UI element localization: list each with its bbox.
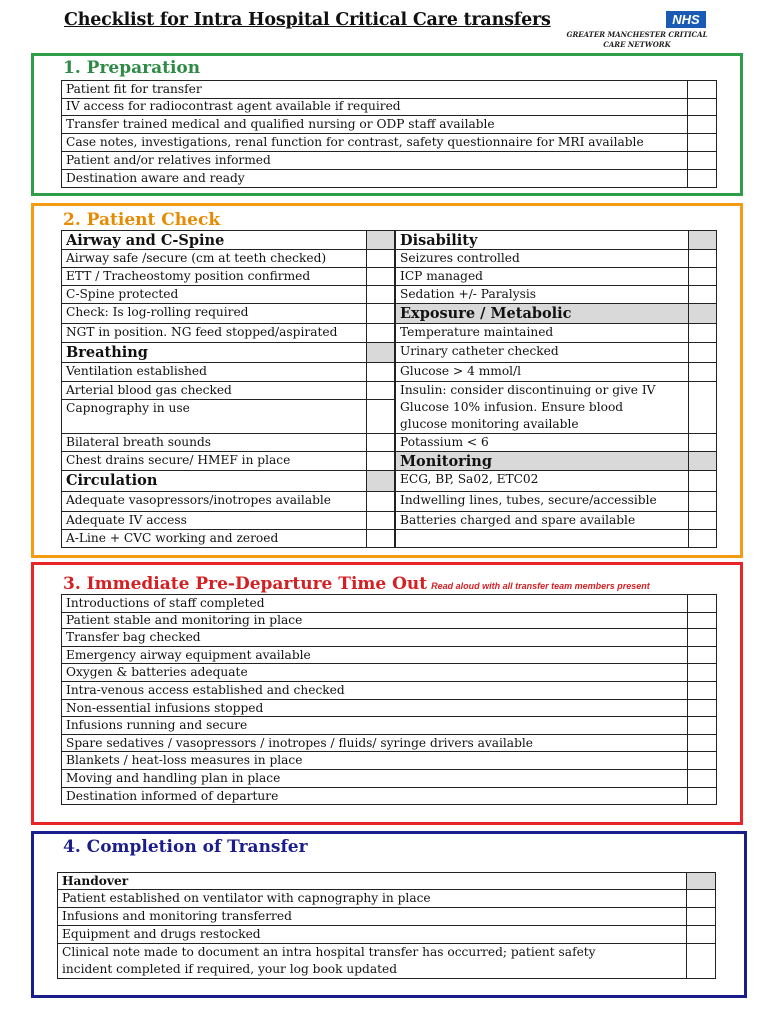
checkbox[interactable] (687, 116, 716, 133)
checklist-item-label: Moving and handling plan in place (66, 771, 281, 785)
checkbox[interactable] (687, 612, 716, 629)
checklist-item-label: Patient fit for transfer (66, 82, 202, 96)
checklist-item-insulin: Insulin: consider discontinuing or give IV Glucose 10% infusion. Ensure blood glucose monitoring available (395, 382, 717, 434)
checkbox[interactable] (687, 647, 716, 664)
checklist-item (61, 629, 717, 647)
checklist-item (61, 752, 717, 770)
section-timeout (31, 562, 743, 825)
checkbox[interactable] (366, 512, 394, 529)
checklist-item: Adequate vasopressors/inotropes available (61, 492, 395, 512)
checklist-item: Equipment and drugs restocked (57, 926, 716, 944)
checklist-item: C-Spine protected (61, 286, 395, 304)
checklist-item (61, 647, 717, 665)
checklist-item (61, 80, 717, 99)
checkbox[interactable] (366, 382, 394, 399)
checkbox[interactable] (687, 735, 716, 752)
checklist-item: Batteries charged and spare available (395, 512, 717, 530)
checkbox[interactable] (366, 268, 394, 285)
checkbox[interactable] (366, 400, 394, 433)
checkbox[interactable] (687, 134, 716, 151)
checklist-item-label: Transfer bag checked (66, 630, 201, 645)
checklist-item: Patient established on ventilator with capnography in place (57, 890, 716, 908)
nhs-logo: NHS (666, 11, 706, 28)
checklist-item (61, 134, 717, 152)
checkbox[interactable] (687, 81, 716, 98)
checklist-item: Capnography in use (61, 400, 395, 434)
checklist-item: Urinary catheter checked (395, 343, 717, 363)
section-title-row (63, 574, 650, 594)
checklist-item: Temperature maintained (395, 324, 717, 343)
checklist-item-label: Spare sedatives / vasopressors / inotropes / fluids/ syringe drivers available (66, 735, 533, 750)
checklist-item: Ventilation established (61, 363, 395, 382)
checklist-item-label: Patient stable and monitoring in place (66, 612, 303, 627)
checklist-item: Airway safe /secure (cm at teeth checked) (61, 250, 395, 268)
checklist-item: NGT in position. NG feed stopped/aspirated (61, 324, 395, 343)
checklist-item (61, 594, 717, 613)
section-title: 1. Preparation (63, 58, 201, 78)
checklist-item: ICP managed (395, 268, 717, 286)
checklist-item (61, 788, 717, 806)
checkbox[interactable] (688, 324, 716, 342)
checkbox[interactable] (366, 363, 394, 381)
checklist-item: Bilateral breath sounds (61, 434, 395, 452)
checklist-item-label: Blankets / heat-loss measures in place (66, 753, 303, 768)
network-name-line2: CARE NETWORK (603, 40, 671, 49)
page-title: Checklist for Intra Hospital Critical Care transfers (64, 10, 551, 30)
checkbox[interactable] (688, 363, 716, 381)
empty-row (395, 530, 717, 548)
checklist-item: Sedation +/- Paralysis (395, 286, 717, 304)
checkbox[interactable] (687, 152, 716, 169)
checkbox[interactable] (366, 324, 394, 342)
exposure-heading: Exposure / Metabolic (395, 304, 717, 324)
checklist-item: Infusions and monitoring transferred (57, 908, 716, 926)
checkbox[interactable] (687, 770, 716, 787)
checkbox[interactable] (366, 286, 394, 303)
checkbox[interactable] (686, 926, 715, 943)
checklist-item-label: Intra-venous access established and checked (66, 683, 345, 697)
checkbox[interactable] (366, 250, 394, 267)
checkbox[interactable] (366, 492, 394, 511)
checklist-item-label: Oxygen & batteries adequate (66, 665, 248, 680)
checklist-item (61, 152, 717, 170)
checklist-item (61, 98, 717, 116)
checkbox[interactable] (688, 250, 716, 267)
checkbox[interactable] (687, 700, 716, 717)
checklist-item (61, 700, 717, 718)
checklist-item (61, 116, 717, 134)
checkbox[interactable] (688, 471, 716, 491)
handover-heading: Handover (57, 872, 716, 890)
checklist-item: ECG, BP, Sa02, ETC02 (395, 471, 717, 492)
checkbox[interactable] (688, 492, 716, 511)
checkbox[interactable] (366, 452, 394, 470)
checklist-item-clinical-note: Clinical note made to document an intra hospital transfer has occurred; patient safety incident completed if required, your log book updated (57, 944, 716, 979)
checklist-item: Glucose > 4 mmol/l (395, 363, 717, 382)
network-name-line1: GREATER MANCHESTER CRITICAL (566, 30, 708, 39)
checkbox[interactable] (687, 98, 716, 115)
checklist-item-label: Non-essential infusions stopped (66, 700, 264, 715)
checklist-item-label: Destination informed of departure (66, 788, 279, 803)
checklist-item-label: Case notes, investigations, renal function for contrast, safety questionnaire for MRI available (66, 135, 644, 149)
checkbox[interactable] (688, 382, 716, 433)
checkbox[interactable] (687, 170, 716, 187)
checkbox[interactable] (686, 908, 715, 925)
checkbox[interactable] (687, 595, 716, 612)
checklist-item: Chest drains secure/ HMEF in place (61, 452, 395, 471)
checkbox[interactable] (688, 268, 716, 285)
checklist-item: Indwelling lines, tubes, secure/accessible (395, 492, 717, 512)
checkbox[interactable] (687, 664, 716, 681)
section-completion (31, 831, 747, 998)
checklist-item (61, 682, 717, 700)
checkbox[interactable] (366, 304, 394, 323)
checkbox[interactable] (687, 788, 716, 805)
checkbox[interactable] (688, 512, 716, 529)
checkbox[interactable] (686, 890, 715, 907)
circulation-heading: Circulation (61, 471, 395, 492)
checkbox[interactable] (687, 629, 716, 646)
checklist-item: ETT / Tracheostomy position confirmed (61, 268, 395, 286)
checkbox[interactable] (686, 944, 715, 978)
checklist-item-label: Destination aware and ready (66, 171, 245, 185)
airway-heading: Airway and C-Spine (61, 230, 395, 250)
checklist-item: Adequate IV access (61, 512, 395, 530)
section-preparation (31, 53, 743, 196)
checklist-item: Potassium < 6 (395, 434, 717, 452)
checklist-item (61, 717, 717, 735)
checklist-item: Check: Is log-rolling required (61, 304, 395, 324)
checklist-item: A-Line + CVC working and zeroed (61, 530, 395, 548)
section-title: 3. Immediate Pre-Departure Time Out (63, 574, 428, 594)
checkbox[interactable] (687, 682, 716, 699)
checklist-item (61, 735, 717, 753)
section-patient-check (31, 203, 743, 558)
breathing-heading: Breathing (61, 343, 395, 363)
checklist-item: Arterial blood gas checked (61, 382, 395, 400)
checkbox[interactable] (688, 286, 716, 303)
section-title: 2. Patient Check (63, 210, 221, 230)
checkbox[interactable] (366, 530, 394, 547)
checkbox[interactable] (688, 434, 716, 451)
checkbox[interactable] (687, 752, 716, 769)
checklist-item: Seizures controlled (395, 250, 717, 268)
checklist-item-label: Emergency airway equipment available (66, 647, 311, 662)
monitoring-heading: Monitoring (395, 452, 717, 471)
checkbox[interactable] (688, 343, 716, 362)
disability-heading: Disability (395, 230, 717, 250)
checklist-item-label: Introductions of staff completed (66, 596, 265, 610)
checklist-item-label: Transfer trained medical and qualified nursing or ODP staff available (66, 117, 495, 131)
checklist-item (61, 770, 717, 788)
checkbox[interactable] (366, 434, 394, 451)
checklist-item-label: Patient and/or relatives informed (66, 153, 271, 167)
checklist-item (61, 612, 717, 630)
section-title: 4. Completion of Transfer (63, 837, 308, 857)
checklist-item (61, 170, 717, 188)
network-name (562, 30, 712, 50)
section-note: Read aloud with all transfer team members present (431, 581, 650, 591)
checklist-item (61, 664, 717, 682)
checkbox[interactable] (687, 717, 716, 734)
checklist-item-label: IV access for radiocontrast agent available if required (66, 99, 401, 113)
checklist-item-label: Infusions running and secure (66, 718, 248, 733)
